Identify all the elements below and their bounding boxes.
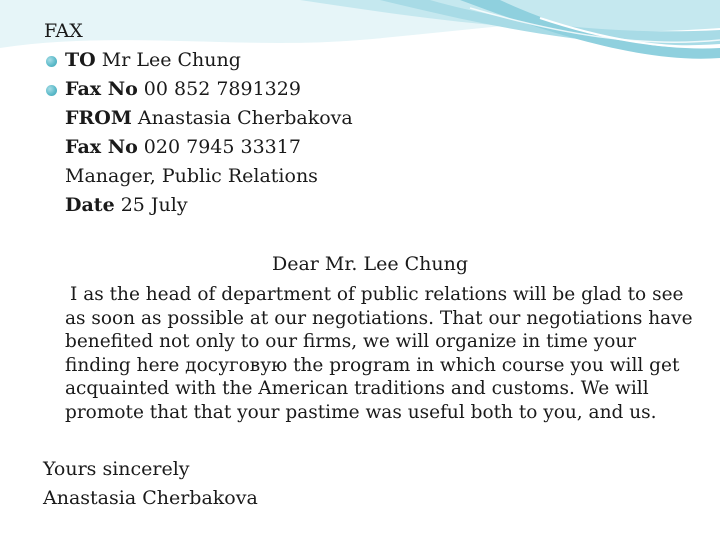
to-label: TO [65, 49, 96, 71]
from-label: FROM [65, 107, 132, 129]
bullet-icon [46, 56, 57, 67]
salutation: Dear Mr. Lee Chung [272, 253, 469, 275]
bullet-icon [46, 85, 57, 96]
fax-no-label: Fax No [65, 78, 138, 100]
to-line [65, 48, 241, 72]
position-line: Manager, Public Relations [65, 165, 318, 187]
fax-no-value: 00 852 7891329 [143, 78, 301, 100]
to-value: Mr Lee Chung [101, 49, 241, 71]
date-line [65, 193, 188, 217]
closing: Yours sincerely [43, 458, 190, 480]
letter-body-first-line: I as the head of department of public relations will be glad to see [70, 284, 684, 305]
fax-title: FAX [44, 20, 83, 42]
fax-no-line [65, 77, 301, 101]
from-fax-label: Fax No [65, 136, 138, 158]
date-value: 25 July [120, 194, 188, 216]
from-fax-line [65, 135, 301, 159]
date-label: Date [65, 194, 115, 216]
letter-body [65, 283, 705, 424]
from-line [65, 106, 353, 130]
letter-body-rest: as soon as possible at our negotiations. That our negotiations have benefited not only to our firms, we will organize in time your finding here досуговую the program in which course you will get acquainted with the American traditions and customs. We will promote that that your pastime was useful both to you, and us. [65, 307, 693, 423]
signature: Anastasia Cherbakova [43, 487, 258, 509]
from-value: Anastasia Cherbakova [137, 107, 353, 129]
from-fax-value: 020 7945 33317 [143, 136, 301, 158]
